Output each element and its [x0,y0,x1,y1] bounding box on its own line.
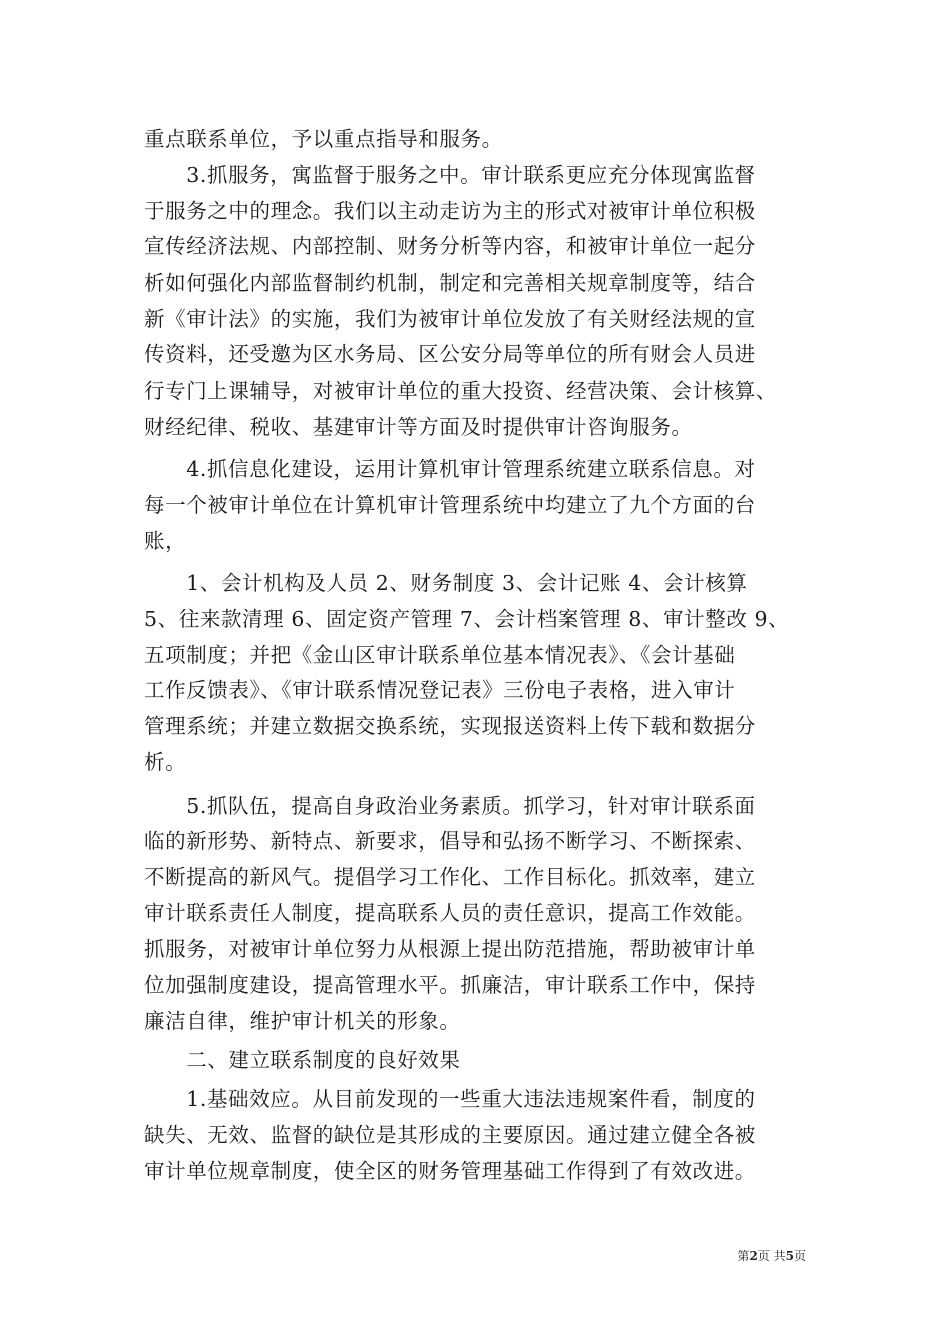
text-line: 重点联系单位，予以重点指导和服务。 [144,127,503,151]
text-line: 财经纪律、税收、基建审计等方面及时提供审计咨询服务。 [144,415,693,439]
text-line: 审计单位规章制度，使全区的财务管理基础工作得到了有效改进。 [144,1159,756,1183]
text-line: 5.抓队伍，提高自身政治业务素质。抓学习，针对审计联系面 [144,794,756,818]
text-line: 4.抓信息化建设，运用计算机审计管理系统建立联系信息。对 [144,457,756,481]
footer-middle: 页 共 [757,1249,786,1263]
text-line: 1.基础效应。从目前发现的一些重大违法违规案件看，制度的 [144,1087,756,1111]
text-line: 3.抓服务，寓监督于服务之中。审计联系更应充分体现寓监督 [144,163,756,187]
page-number-footer [737,1247,806,1264]
text-line: 位加强制度建设，提高管理水平。抓廉洁，审计联系工作中，保持 [144,973,756,997]
text-line: 传资料，还受邀为区水务局、区公安分局等单位的所有财会人员进 [144,342,756,366]
text-line: 析如何强化内部监督制约机制，制定和完善相关规章制度等，结合 [144,271,756,295]
text-line: 廉洁自律，维护审计机关的形象。 [144,1009,461,1033]
text-line: 1、会计机构及人员 2、财务制度 3、会计记账 4、会计核算 [144,571,748,595]
current-page-number: 2 [749,1249,758,1263]
text-line: 缺失、无效、监督的缺位是其形成的主要原因。通过建立健全各被 [144,1123,756,1147]
footer-suffix: 页 [793,1249,806,1263]
total-page-number: 5 [785,1249,794,1263]
text-line: 审计联系责任人制度，提高联系人员的责任意识，提高工作效能。 [144,901,756,925]
section-heading: 二、建立联系制度的良好效果 [144,1048,461,1072]
text-line: 账， [144,529,187,553]
text-line: 不断提高的新风气。提倡学习工作化、工作目标化。抓效率，建立 [144,865,756,889]
text-line: 于服务之中的理念。我们以主动走访为主的形式对被审计单位积极 [144,199,756,223]
text-line: 工作反馈表》、《审计联系情况登记表》三份电子表格，进入审计 [144,678,736,702]
text-line: 5、往来款清理 6、固定资产管理 7、会计档案管理 8、审计整改 9、 [144,607,790,631]
text-line: 每一个被审计单位在计算机审计管理系统中均建立了九个方面的台 [144,493,756,517]
text-line: 抓服务，对被审计单位努力从根源上提出防范措施，帮助被审计单 [144,937,756,961]
text-line: 五项制度；并把《金山区审计联系单位基本情况表》、《会计基础 [144,643,736,667]
text-line: 析。 [144,750,187,774]
text-line: 新《审计法》的实施，我们为被审计单位发放了有关财经法规的宣 [144,307,756,331]
footer-prefix: 第 [737,1249,750,1263]
text-line: 宣传经济法规、内部控制、财务分析等内容，和被审计单位一起分 [144,234,756,258]
text-line: 临的新形势、新特点、新要求，倡导和弘扬不断学习、不断探索、 [144,829,756,853]
text-line: 管理系统；并建立数据交换系统，实现报送资料上传下载和数据分 [144,714,756,738]
text-line: 行专门上课辅导，对被审计单位的重大投资、经营决策、会计核算、 [144,379,777,403]
